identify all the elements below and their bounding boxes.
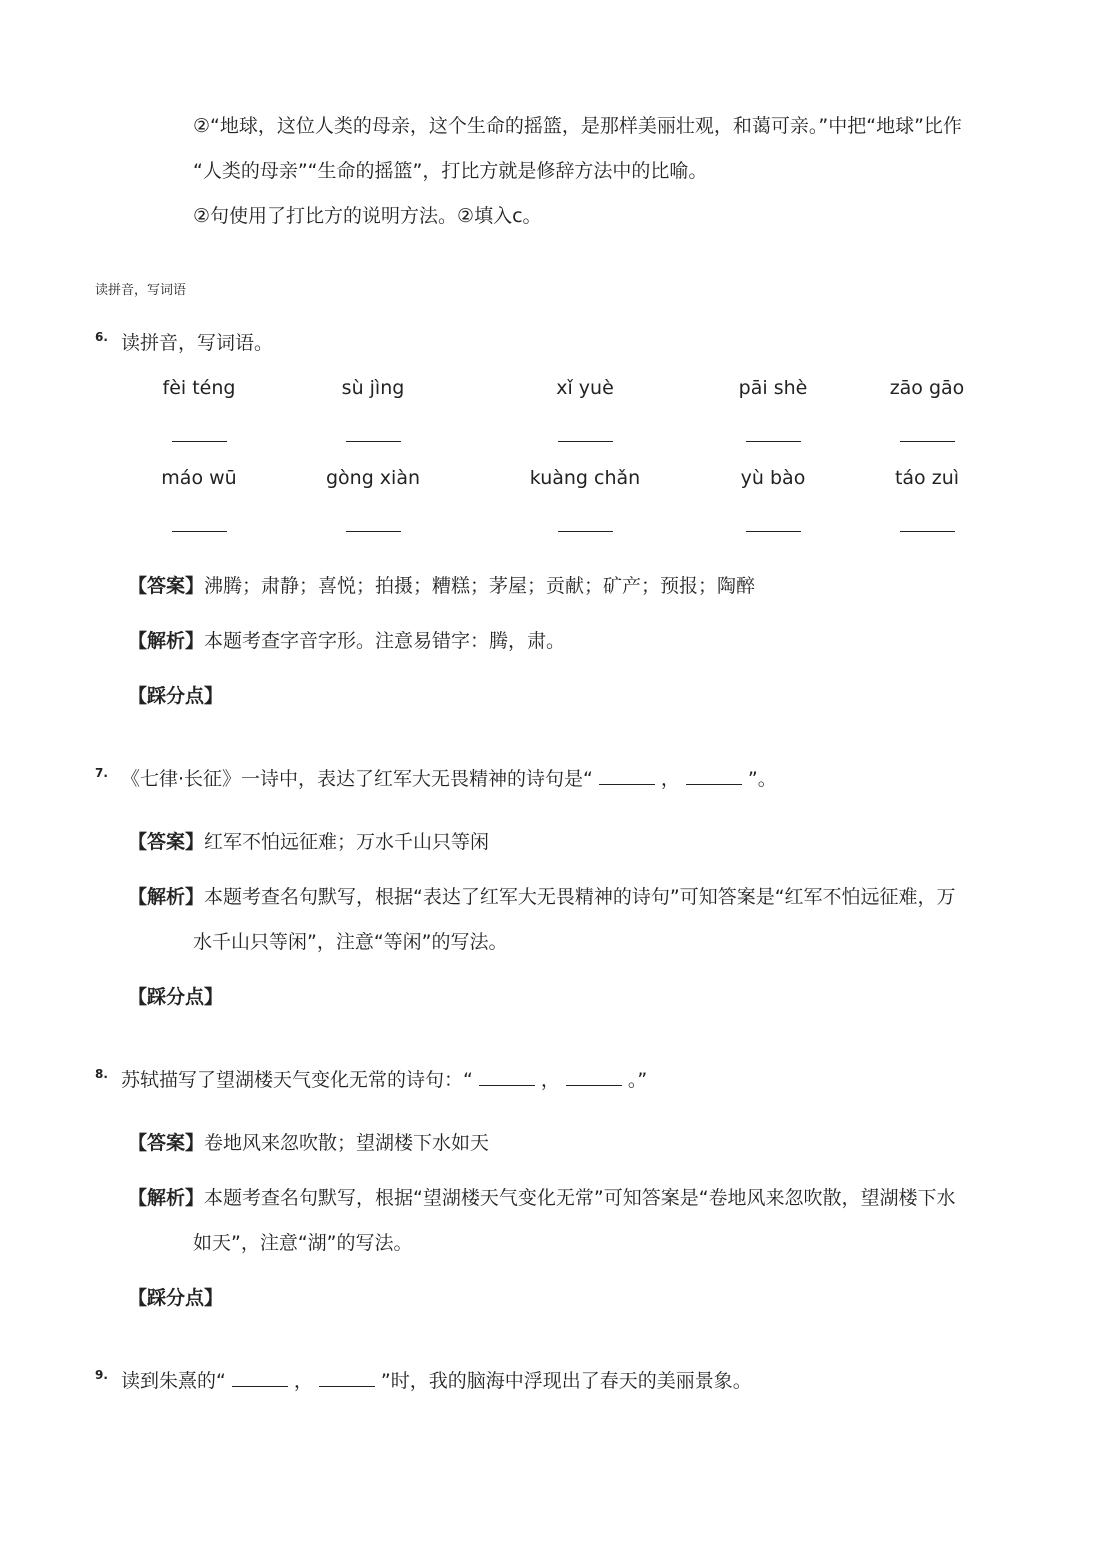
answer-blank[interactable] <box>558 441 613 442</box>
answer-blank[interactable] <box>319 1372 375 1387</box>
points-label: 【踩分点】 <box>128 1287 224 1309</box>
pinyin: táo zuì <box>894 467 960 489</box>
stem-text: 。” <box>627 1069 648 1091</box>
pinyin: kuàng chǎn <box>529 467 641 489</box>
pinyin: máo wū <box>161 467 237 489</box>
answer-row <box>128 833 489 852</box>
answer-blank[interactable] <box>566 1071 622 1086</box>
analysis-row <box>128 1189 956 1208</box>
points-label: 【踩分点】 <box>128 685 224 707</box>
analysis-label: 【解析】 <box>128 886 205 908</box>
answer-blank[interactable] <box>479 1071 535 1086</box>
answer-label: 【答案】 <box>128 1132 205 1154</box>
answer-label: 【答案】 <box>128 575 205 597</box>
answer-blank[interactable] <box>900 531 955 532</box>
pinyin: zāo gāo <box>889 377 965 399</box>
points-label: 【踩分点】 <box>128 986 224 1008</box>
analysis-text: 水千山只等闲”，注意“等闲”的写法。 <box>193 931 508 953</box>
question-stem <box>121 770 777 789</box>
pinyin: fèi téng <box>162 377 236 399</box>
question-number: 8. <box>95 1067 108 1081</box>
question-number: 7. <box>95 766 108 780</box>
stem-text: ， <box>540 1069 560 1091</box>
answer-blank[interactable] <box>746 441 801 442</box>
stem-text: ， <box>293 1370 313 1392</box>
analysis-label: 【解析】 <box>128 630 205 652</box>
answer-label: 【答案】 <box>128 831 205 853</box>
analysis-text: 本题考查名句默写，根据“表达了红军大无畏精神的诗句”可知答案是“红军不怕远征难，万 <box>204 886 956 908</box>
question-stem <box>121 1372 752 1391</box>
answer-blank[interactable] <box>346 531 401 532</box>
analysis-line: “人类的母亲”“生命的摇篮”，打比方就是修辞方法中的比喻。 <box>193 160 708 182</box>
answer-blank[interactable] <box>686 770 742 785</box>
answer-text: 红军不怕远征难；万水千山只等闲 <box>204 831 490 853</box>
stem-text: ”时，我的脑海中浮现出了春天的美丽景象。 <box>380 1370 752 1392</box>
answer-blank[interactable] <box>172 441 227 442</box>
analysis-text: 本题考查字音字形。注意易错字：腾，肃。 <box>204 630 566 652</box>
pinyin: gòng xiàn <box>325 467 421 489</box>
stem-text: ”。 <box>747 768 777 790</box>
answer-text: 卷地风来忽吹散；望湖楼下水如天 <box>204 1132 490 1154</box>
answer-row <box>128 1134 489 1153</box>
answer-blank[interactable] <box>172 531 227 532</box>
stem-text: 苏轼描写了望湖楼天气变化无常的诗句：“ <box>121 1069 473 1091</box>
pinyin: xǐ yuè <box>556 377 614 399</box>
stem-text: 读到朱熹的“ <box>121 1370 226 1392</box>
answer-row <box>128 577 755 596</box>
pinyin: pāi shè <box>738 377 808 399</box>
question-stem <box>121 1071 647 1090</box>
question-number: 6. <box>95 330 108 344</box>
stem-text: 《七律·长征》一诗中，表达了红军大无畏精神的诗句是“ <box>121 768 593 790</box>
answer-blank[interactable] <box>232 1372 288 1387</box>
answer-blank[interactable] <box>558 531 613 532</box>
analysis-line: ②句使用了打比方的说明方法。②填入c。 <box>193 205 542 227</box>
answer-blank[interactable] <box>746 531 801 532</box>
analysis-label: 【解析】 <box>128 1187 205 1209</box>
answer-text: 沸腾；肃静；喜悦；拍摄；糟糕；茅屋；贡献；矿产；预报；陶醉 <box>204 575 756 597</box>
answer-blank[interactable] <box>599 770 655 785</box>
answer-blank[interactable] <box>900 441 955 442</box>
pinyin: yù bào <box>740 467 806 489</box>
pinyin: sù jìng <box>341 377 405 399</box>
analysis-line: ②“地球，这位人类的母亲，这个生命的摇篮，是那样美丽壮观，和蔼可亲。”中把“地球”比作 <box>193 115 962 137</box>
analysis-text: 如天”，注意“湖”的写法。 <box>193 1232 413 1254</box>
analysis-text: 本题考查名句默写，根据“望湖楼天气变化无常”可知答案是“卷地风来忽吹散，望湖楼下水 <box>204 1187 956 1209</box>
answer-blank[interactable] <box>346 441 401 442</box>
analysis-row <box>128 888 956 907</box>
stem-text: ， <box>660 768 680 790</box>
section-title: 读拼音，写词语 <box>95 283 187 298</box>
question-stem: 读拼音，写词语。 <box>121 332 274 354</box>
analysis-row <box>128 632 565 651</box>
question-number: 9. <box>95 1368 108 1382</box>
